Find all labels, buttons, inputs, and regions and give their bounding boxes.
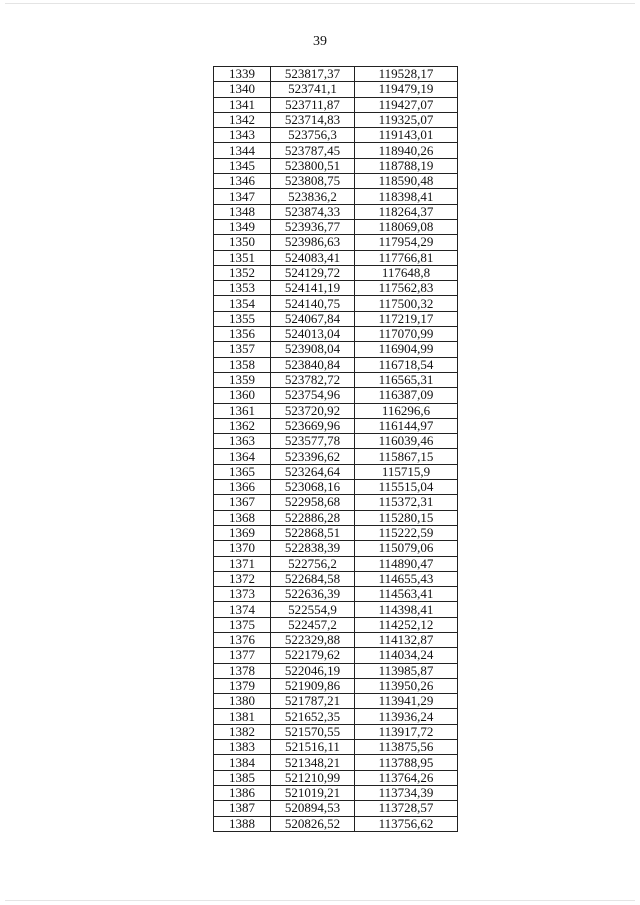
x-coordinate-cell: 521652,35 <box>271 709 355 724</box>
y-coordinate-cell: 116039,46 <box>355 434 458 449</box>
table-row <box>214 510 458 525</box>
y-coordinate-cell: 113917,72 <box>355 724 458 739</box>
point-number-cell: 1379 <box>214 678 271 693</box>
y-coordinate-cell: 117562,83 <box>355 281 458 296</box>
table-row <box>214 602 458 617</box>
table-row <box>214 372 458 387</box>
table-row <box>214 204 458 219</box>
x-coordinate-cell: 522179,62 <box>271 648 355 663</box>
table-row <box>214 143 458 158</box>
y-coordinate-cell: 116144,97 <box>355 418 458 433</box>
point-number-cell: 1387 <box>214 801 271 816</box>
x-coordinate-cell: 523986,63 <box>271 235 355 250</box>
x-coordinate-cell: 524083,41 <box>271 250 355 265</box>
x-coordinate-cell: 523577,78 <box>271 434 355 449</box>
x-coordinate-cell: 523711,87 <box>271 97 355 112</box>
x-coordinate-cell: 524129,72 <box>271 265 355 280</box>
y-coordinate-cell: 117766,81 <box>355 250 458 265</box>
coordinates-table-body <box>214 67 458 832</box>
table-row <box>214 357 458 372</box>
y-coordinate-cell: 113950,26 <box>355 678 458 693</box>
point-number-cell: 1381 <box>214 709 271 724</box>
x-coordinate-cell: 522457,2 <box>271 617 355 632</box>
y-coordinate-cell: 115079,06 <box>355 541 458 556</box>
y-coordinate-cell: 117954,29 <box>355 235 458 250</box>
point-number-cell: 1377 <box>214 648 271 663</box>
y-coordinate-cell: 114034,24 <box>355 648 458 663</box>
point-number-cell: 1370 <box>214 541 271 556</box>
y-coordinate-cell: 113941,29 <box>355 694 458 709</box>
table-row <box>214 189 458 204</box>
y-coordinate-cell: 117500,32 <box>355 296 458 311</box>
y-coordinate-cell: 113875,56 <box>355 740 458 755</box>
x-coordinate-cell: 522886,28 <box>271 510 355 525</box>
table-row <box>214 388 458 403</box>
table-row <box>214 755 458 770</box>
y-coordinate-cell: 119325,07 <box>355 112 458 127</box>
y-coordinate-cell: 119143,01 <box>355 128 458 143</box>
y-coordinate-cell: 113985,87 <box>355 663 458 678</box>
table-row <box>214 495 458 510</box>
x-coordinate-cell: 523782,72 <box>271 372 355 387</box>
y-coordinate-cell: 114890,47 <box>355 556 458 571</box>
point-number-cell: 1351 <box>214 250 271 265</box>
x-coordinate-cell: 522756,2 <box>271 556 355 571</box>
x-coordinate-cell: 521210,99 <box>271 770 355 785</box>
y-coordinate-cell: 113764,26 <box>355 770 458 785</box>
page-number: 39 <box>313 34 327 49</box>
table-row <box>214 632 458 647</box>
table-row <box>214 311 458 326</box>
point-number-cell: 1356 <box>214 327 271 342</box>
point-number-cell: 1366 <box>214 480 271 495</box>
y-coordinate-cell: 115515,04 <box>355 480 458 495</box>
y-coordinate-cell: 115372,31 <box>355 495 458 510</box>
x-coordinate-cell: 523936,77 <box>271 219 355 234</box>
point-number-cell: 1348 <box>214 204 271 219</box>
table-row <box>214 617 458 632</box>
point-number-cell: 1362 <box>214 418 271 433</box>
y-coordinate-cell: 114132,87 <box>355 632 458 647</box>
y-coordinate-cell: 113936,24 <box>355 709 458 724</box>
x-coordinate-cell: 523264,64 <box>271 464 355 479</box>
point-number-cell: 1352 <box>214 265 271 280</box>
table-row <box>214 587 458 602</box>
table-row <box>214 724 458 739</box>
x-coordinate-cell: 524140,75 <box>271 296 355 311</box>
y-coordinate-cell: 118590,48 <box>355 174 458 189</box>
point-number-cell: 1353 <box>214 281 271 296</box>
table-row <box>214 174 458 189</box>
x-coordinate-cell: 523741,1 <box>271 82 355 97</box>
y-coordinate-cell: 116904,99 <box>355 342 458 357</box>
x-coordinate-cell: 523817,37 <box>271 67 355 82</box>
x-coordinate-cell: 522636,39 <box>271 587 355 602</box>
y-coordinate-cell: 116387,09 <box>355 388 458 403</box>
x-coordinate-cell: 521909,86 <box>271 678 355 693</box>
y-coordinate-cell: 117219,17 <box>355 311 458 326</box>
point-number-cell: 1369 <box>214 525 271 540</box>
x-coordinate-cell: 523669,96 <box>271 418 355 433</box>
y-coordinate-cell: 118788,19 <box>355 158 458 173</box>
x-coordinate-cell: 524141,19 <box>271 281 355 296</box>
x-coordinate-cell: 523840,84 <box>271 357 355 372</box>
y-coordinate-cell: 116565,31 <box>355 372 458 387</box>
point-number-cell: 1360 <box>214 388 271 403</box>
x-coordinate-cell: 523836,2 <box>271 189 355 204</box>
point-number-cell: 1367 <box>214 495 271 510</box>
point-number-cell: 1349 <box>214 219 271 234</box>
point-number-cell: 1365 <box>214 464 271 479</box>
table-row <box>214 82 458 97</box>
point-number-cell: 1375 <box>214 617 271 632</box>
coordinates-table <box>213 66 458 832</box>
x-coordinate-cell: 523808,75 <box>271 174 355 189</box>
table-row <box>214 296 458 311</box>
point-number-cell: 1347 <box>214 189 271 204</box>
table-row <box>214 265 458 280</box>
x-coordinate-cell: 522046,19 <box>271 663 355 678</box>
table-row <box>214 403 458 418</box>
point-number-cell: 1350 <box>214 235 271 250</box>
point-number-cell: 1374 <box>214 602 271 617</box>
point-number-cell: 1355 <box>214 311 271 326</box>
x-coordinate-cell: 522554,9 <box>271 602 355 617</box>
point-number-cell: 1357 <box>214 342 271 357</box>
point-number-cell: 1340 <box>214 82 271 97</box>
table-row <box>214 663 458 678</box>
point-number-cell: 1342 <box>214 112 271 127</box>
point-number-cell: 1378 <box>214 663 271 678</box>
table-row <box>214 128 458 143</box>
point-number-cell: 1345 <box>214 158 271 173</box>
x-coordinate-cell: 520894,53 <box>271 801 355 816</box>
x-coordinate-cell: 522958,68 <box>271 495 355 510</box>
y-coordinate-cell: 116296,6 <box>355 403 458 418</box>
table-row <box>214 235 458 250</box>
x-coordinate-cell: 523720,92 <box>271 403 355 418</box>
point-number-cell: 1354 <box>214 296 271 311</box>
x-coordinate-cell: 523714,83 <box>271 112 355 127</box>
point-number-cell: 1386 <box>214 785 271 800</box>
table-row <box>214 480 458 495</box>
table-row <box>214 342 458 357</box>
table-row <box>214 801 458 816</box>
x-coordinate-cell: 523396,62 <box>271 449 355 464</box>
x-coordinate-cell: 523068,16 <box>271 480 355 495</box>
y-coordinate-cell: 118069,08 <box>355 219 458 234</box>
y-coordinate-cell: 115867,15 <box>355 449 458 464</box>
point-number-cell: 1383 <box>214 740 271 755</box>
table-row <box>214 418 458 433</box>
x-coordinate-cell: 521348,21 <box>271 755 355 770</box>
y-coordinate-cell: 118264,37 <box>355 204 458 219</box>
x-coordinate-cell: 524067,84 <box>271 311 355 326</box>
y-coordinate-cell: 117648,8 <box>355 265 458 280</box>
x-coordinate-cell: 521516,11 <box>271 740 355 755</box>
point-number-cell: 1344 <box>214 143 271 158</box>
table-row <box>214 219 458 234</box>
table-row <box>214 449 458 464</box>
y-coordinate-cell: 115280,15 <box>355 510 458 525</box>
point-number-cell: 1359 <box>214 372 271 387</box>
y-coordinate-cell: 117070,99 <box>355 327 458 342</box>
table-row <box>214 97 458 112</box>
y-coordinate-cell: 114252,12 <box>355 617 458 632</box>
table-row <box>214 525 458 540</box>
table-row <box>214 694 458 709</box>
table-row <box>214 648 458 663</box>
point-number-cell: 1339 <box>214 67 271 82</box>
table-row <box>214 740 458 755</box>
point-number-cell: 1346 <box>214 174 271 189</box>
scan-edge-bottom <box>5 900 635 901</box>
table-row <box>214 67 458 82</box>
table-row <box>214 434 458 449</box>
point-number-cell: 1385 <box>214 770 271 785</box>
table-row <box>214 112 458 127</box>
y-coordinate-cell: 119528,17 <box>355 67 458 82</box>
y-coordinate-cell: 114398,41 <box>355 602 458 617</box>
point-number-cell: 1376 <box>214 632 271 647</box>
scan-edge-top <box>5 3 635 4</box>
table-row <box>214 541 458 556</box>
x-coordinate-cell: 521787,21 <box>271 694 355 709</box>
point-number-cell: 1341 <box>214 97 271 112</box>
y-coordinate-cell: 114655,43 <box>355 571 458 586</box>
y-coordinate-cell: 116718,54 <box>355 357 458 372</box>
point-number-cell: 1358 <box>214 357 271 372</box>
point-number-cell: 1384 <box>214 755 271 770</box>
table-row <box>214 158 458 173</box>
y-coordinate-cell: 119427,07 <box>355 97 458 112</box>
x-coordinate-cell: 523800,51 <box>271 158 355 173</box>
table-row <box>214 464 458 479</box>
y-coordinate-cell: 115715,9 <box>355 464 458 479</box>
table-row <box>214 556 458 571</box>
table-row <box>214 816 458 831</box>
point-number-cell: 1388 <box>214 816 271 831</box>
table-row <box>214 785 458 800</box>
table-row <box>214 770 458 785</box>
table-row <box>214 250 458 265</box>
point-number-cell: 1368 <box>214 510 271 525</box>
point-number-cell: 1380 <box>214 694 271 709</box>
x-coordinate-cell: 522868,51 <box>271 525 355 540</box>
point-number-cell: 1364 <box>214 449 271 464</box>
x-coordinate-cell: 522838,39 <box>271 541 355 556</box>
x-coordinate-cell: 522684,58 <box>271 571 355 586</box>
table-row <box>214 281 458 296</box>
point-number-cell: 1371 <box>214 556 271 571</box>
x-coordinate-cell: 523787,45 <box>271 143 355 158</box>
x-coordinate-cell: 524013,04 <box>271 327 355 342</box>
point-number-cell: 1372 <box>214 571 271 586</box>
y-coordinate-cell: 114563,41 <box>355 587 458 602</box>
x-coordinate-cell: 520826,52 <box>271 816 355 831</box>
table-row <box>214 327 458 342</box>
y-coordinate-cell: 113734,39 <box>355 785 458 800</box>
point-number-cell: 1373 <box>214 587 271 602</box>
y-coordinate-cell: 113788,95 <box>355 755 458 770</box>
table-row <box>214 678 458 693</box>
x-coordinate-cell: 521019,21 <box>271 785 355 800</box>
y-coordinate-cell: 118940,26 <box>355 143 458 158</box>
y-coordinate-cell: 118398,41 <box>355 189 458 204</box>
x-coordinate-cell: 521570,55 <box>271 724 355 739</box>
y-coordinate-cell: 113756,62 <box>355 816 458 831</box>
point-number-cell: 1363 <box>214 434 271 449</box>
table-row <box>214 709 458 724</box>
y-coordinate-cell: 119479,19 <box>355 82 458 97</box>
point-number-cell: 1343 <box>214 128 271 143</box>
x-coordinate-cell: 523756,3 <box>271 128 355 143</box>
x-coordinate-cell: 523908,04 <box>271 342 355 357</box>
table-row <box>214 571 458 586</box>
x-coordinate-cell: 522329,88 <box>271 632 355 647</box>
y-coordinate-cell: 113728,57 <box>355 801 458 816</box>
point-number-cell: 1361 <box>214 403 271 418</box>
x-coordinate-cell: 523874,33 <box>271 204 355 219</box>
point-number-cell: 1382 <box>214 724 271 739</box>
y-coordinate-cell: 115222,59 <box>355 525 458 540</box>
x-coordinate-cell: 523754,96 <box>271 388 355 403</box>
